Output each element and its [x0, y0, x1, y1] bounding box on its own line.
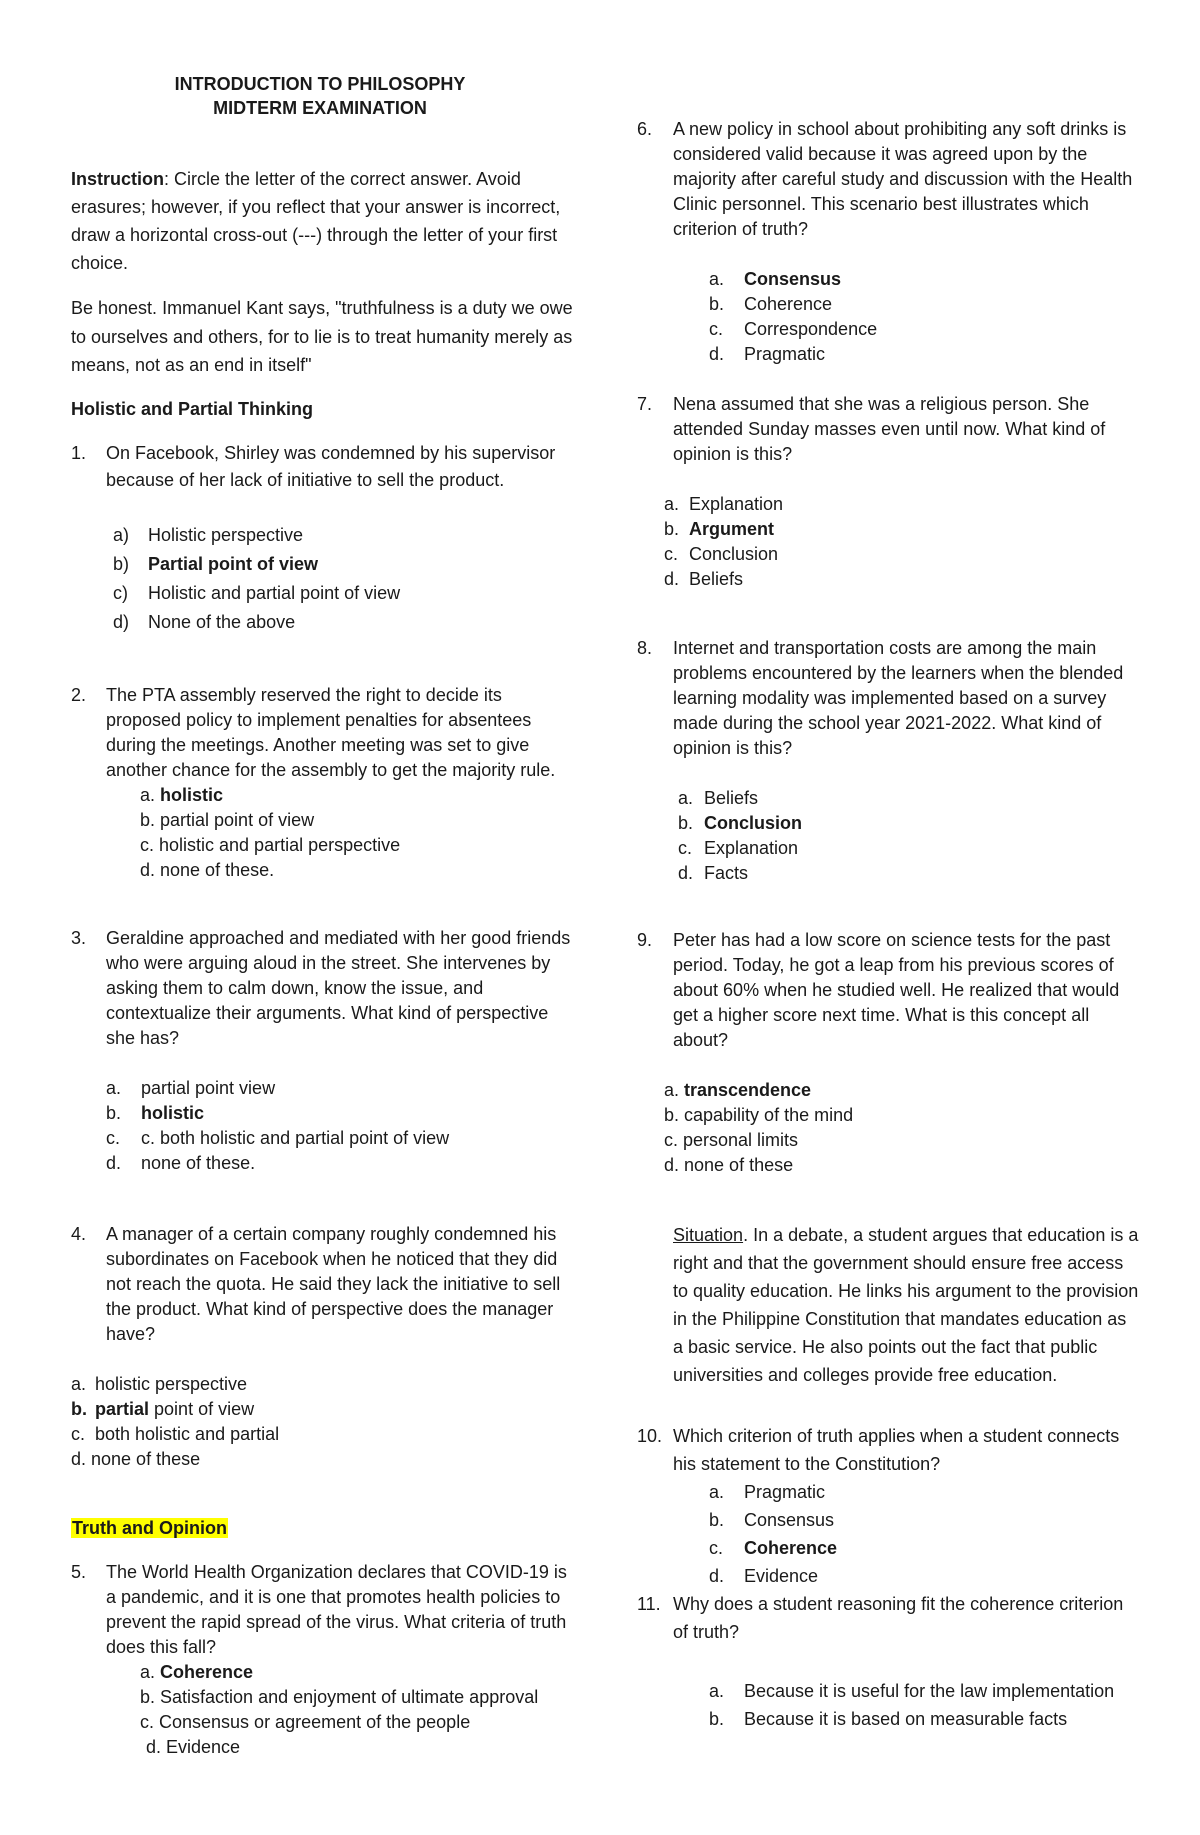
instruction-text: : Circle the letter of the correct answer. Avoid — [164, 169, 521, 189]
option-text-answer: Argument — [689, 519, 774, 539]
option-text: Conclusion — [689, 544, 779, 564]
situation-text: universities and colleges provide free education. — [673, 1365, 1058, 1385]
question-text: not reach the quota. He said they lack the initiative to sell — [106, 1274, 561, 1294]
question-text: considered valid because it was agreed upon by the — [673, 144, 1088, 164]
option-item: a. holistic — [140, 785, 224, 805]
question-number: 9. — [637, 930, 653, 950]
option-letter: d. — [664, 569, 680, 589]
question-number: 6. — [637, 119, 653, 139]
option-letter: b. — [106, 1103, 122, 1123]
option-text: Evidence — [744, 1566, 819, 1586]
question-text: Why does a student reasoning fit the coherence criterion — [673, 1594, 1124, 1614]
option-letter: a. — [71, 1374, 87, 1394]
option-text: Beliefs — [689, 569, 744, 589]
question-text: his statement to the Constitution? — [673, 1454, 941, 1474]
option-letter: d. — [709, 1566, 725, 1586]
instruction-text: draw a horizontal cross-out (---) through the letter of your first — [71, 225, 558, 245]
instruction-label: Instruction — [71, 169, 164, 189]
option-item: d. Evidence — [146, 1737, 241, 1757]
question-text: attended Sunday masses even until now. What kind of — [673, 419, 1106, 439]
option-text: Coherence — [744, 294, 833, 314]
question-text: Clinic personnel. This scenario best illustrates which — [673, 194, 1089, 214]
option-letter: a. — [709, 269, 725, 289]
question-text: contextualize their arguments. What kind of perspective — [106, 1003, 549, 1023]
question-text: Internet and transportation costs are among the main — [673, 638, 1097, 658]
option-item: c. Consensus or agreement of the people — [140, 1712, 471, 1732]
question-text: subordinates on Facebook when he noticed that they did — [106, 1249, 558, 1269]
option-text: Explanation — [689, 494, 784, 514]
question-number: 3. — [71, 928, 87, 948]
highlighted-heading: Truth and Opinion — [72, 1518, 227, 1538]
question-text: have? — [106, 1324, 156, 1344]
kant-quote: Be honest. Immanuel Kant says, "truthfulness is a duty we owe — [71, 298, 573, 318]
question-text: she has? — [106, 1028, 180, 1048]
question-text: A new policy in school about prohibiting any soft drinks is — [673, 119, 1127, 139]
option-text: Explanation — [704, 838, 799, 858]
option-letter: c. — [664, 544, 679, 564]
option-letter: c. — [709, 1538, 724, 1558]
option-text-answer: Consensus — [744, 269, 842, 289]
option-text: Because it is useful for the law implementation — [744, 1681, 1115, 1701]
option-letter: c. — [71, 1424, 86, 1444]
option-item: a. transcendence — [664, 1080, 812, 1100]
situation-text: a basic service. He also points out the fact that public — [673, 1337, 1098, 1357]
option-letter: d. — [106, 1153, 122, 1173]
option-letter: b. — [709, 294, 725, 314]
option-text-answer: Coherence — [744, 1538, 838, 1558]
option-letter: b) — [113, 554, 130, 574]
option-letter: a. — [678, 788, 694, 808]
option-text: holistic perspective — [95, 1374, 248, 1394]
option-letter: b. — [664, 519, 680, 539]
option-letter: d. — [678, 863, 694, 883]
option-text: none of these. — [141, 1153, 256, 1173]
question-text: Nena assumed that she was a religious person. She — [673, 394, 1090, 414]
option-text: c. both holistic and partial point of view — [141, 1128, 450, 1148]
option-item: a. Coherence — [140, 1662, 254, 1682]
option-text: d. none of these — [71, 1449, 201, 1469]
option-letter: a. — [664, 494, 680, 514]
option-letter: c. — [678, 838, 693, 858]
question-text: during the meetings. Another meeting was set to give — [106, 735, 530, 755]
question-text: Which criterion of truth applies when a student connects — [673, 1426, 1120, 1446]
question-text: made during the school year 2021-2022. What kind of — [673, 713, 1102, 733]
option-text: Consensus — [744, 1510, 835, 1530]
option-text: Pragmatic — [744, 1482, 826, 1502]
question-text: a pandemic, and it is one that promotes health policies to — [106, 1587, 561, 1607]
question-text: opinion is this? — [673, 738, 793, 758]
option-item: partial point of view — [95, 1399, 255, 1419]
option-item: b. Satisfaction and enjoyment of ultimate approval — [140, 1687, 539, 1707]
question-text: because of her lack of initiative to sell the product. — [106, 470, 505, 490]
option-item: b. capability of the mind — [664, 1105, 854, 1125]
question-text: about 60% when he studied well. He realized that would — [673, 980, 1120, 1000]
option-item: c. personal limits — [664, 1130, 799, 1150]
option-text-answer: holistic — [160, 785, 224, 805]
option-text: Facts — [704, 863, 749, 883]
option-text-answer: partial — [95, 1399, 150, 1419]
question-number: 7. — [637, 394, 653, 414]
option-item: b. partial point of view — [140, 810, 315, 830]
situation-text: right and that the government should ensure free access — [673, 1253, 1124, 1273]
option-text: both holistic and partial — [95, 1424, 280, 1444]
question-text: the product. What kind of perspective does the manager — [106, 1299, 554, 1319]
option-letter: c. — [106, 1128, 121, 1148]
page-subtitle: MIDTERM EXAMINATION — [213, 98, 427, 118]
option-letter: a. — [106, 1078, 122, 1098]
option-item: d. none of these — [664, 1155, 794, 1175]
option-text-answer: transcendence — [684, 1080, 812, 1100]
question-text: problems encountered by the learners when the blended — [673, 663, 1124, 683]
instruction-text: erasures; however, if you reflect that your answer is incorrect, — [71, 197, 561, 217]
question-number: 5. — [71, 1562, 87, 1582]
option-text-answer: Coherence — [160, 1662, 254, 1682]
option-text-answer: holistic — [141, 1103, 205, 1123]
question-number: 2. — [71, 685, 87, 705]
option-text: Holistic perspective — [148, 525, 304, 545]
option-text: Because it is based on measurable facts — [744, 1709, 1068, 1729]
question-text: of truth? — [673, 1622, 740, 1642]
option-letter: b. — [709, 1510, 725, 1530]
kant-quote: to ourselves and others, for to lie is to treat humanity merely as — [71, 327, 573, 347]
question-text: another chance for the assembly to get the majority rule. — [106, 760, 556, 780]
section-heading-holistic: Holistic and Partial Thinking — [71, 399, 314, 419]
question-text: learning modality was implemented based on a survey — [673, 688, 1107, 708]
question-text: about? — [673, 1030, 729, 1050]
question-number: 11. — [637, 1594, 661, 1614]
question-text: asking them to calm down, know the issue, and — [106, 978, 484, 998]
question-number: 8. — [637, 638, 653, 658]
question-text: prevent the rapid spread of the virus. What criteria of truth — [106, 1612, 567, 1632]
situation-text: to quality education. He links his argument to the provision — [673, 1281, 1139, 1301]
question-text: criterion of truth? — [673, 219, 809, 239]
question-text: The PTA assembly reserved the right to decide its — [106, 685, 502, 705]
question-text: who were arguing aloud in the street. She intervenes by — [106, 953, 551, 973]
option-item: d. none of these. — [140, 860, 275, 880]
option-text: Pragmatic — [744, 344, 826, 364]
option-letter: a. — [709, 1681, 725, 1701]
question-text: get a higher score next time. What is this concept all — [673, 1005, 1090, 1025]
option-text-answer: Partial point of view — [148, 554, 319, 574]
option-text: partial point view — [141, 1078, 276, 1098]
option-text: Correspondence — [744, 319, 878, 339]
option-letter: a) — [113, 525, 130, 545]
question-number: 10. — [637, 1426, 663, 1446]
question-text: period. Today, he got a leap from his previous scores of — [673, 955, 1114, 975]
question-text: The World Health Organization declares that COVID-19 is — [106, 1562, 567, 1582]
option-letter: b. — [71, 1399, 87, 1419]
option-letter: b. — [709, 1709, 725, 1729]
instruction-text: choice. — [71, 253, 129, 273]
option-item: c. holistic and partial perspective — [140, 835, 401, 855]
question-text: A manager of a certain company roughly condemned his — [106, 1224, 557, 1244]
option-text: None of the above — [148, 612, 296, 632]
question-number: 4. — [71, 1224, 87, 1244]
question-text: Geraldine approached and mediated with her good friends — [106, 928, 571, 948]
option-letter: b. — [678, 813, 694, 833]
question-text: majority after careful study and discussion with the Health — [673, 169, 1133, 189]
question-text: does this fall? — [106, 1637, 217, 1657]
option-letter: d) — [113, 612, 130, 632]
situation-label: Situation — [673, 1225, 744, 1245]
option-letter: a. — [709, 1482, 725, 1502]
option-text-answer: Conclusion — [704, 813, 802, 833]
option-letter: c. — [709, 319, 724, 339]
section-heading-truth — [71, 1517, 228, 1539]
question-text: opinion is this? — [673, 444, 793, 464]
question-number: 1. — [71, 443, 87, 463]
kant-quote: means, not as an end in itself" — [71, 355, 312, 375]
situation-text: in the Philippine Constitution that mandates education as — [673, 1309, 1127, 1329]
option-letter: d. — [709, 344, 725, 364]
question-text: proposed policy to implement penalties for absentees — [106, 710, 532, 730]
option-text: Beliefs — [704, 788, 759, 808]
option-letter: c) — [113, 583, 128, 603]
page-title: INTRODUCTION TO PHILOSOPHY — [174, 74, 466, 94]
question-text: On Facebook, Shirley was condemned by his supervisor — [106, 443, 556, 463]
question-text: Peter has had a low score on science tests for the past — [673, 930, 1111, 950]
option-text: Holistic and partial point of view — [148, 583, 401, 603]
